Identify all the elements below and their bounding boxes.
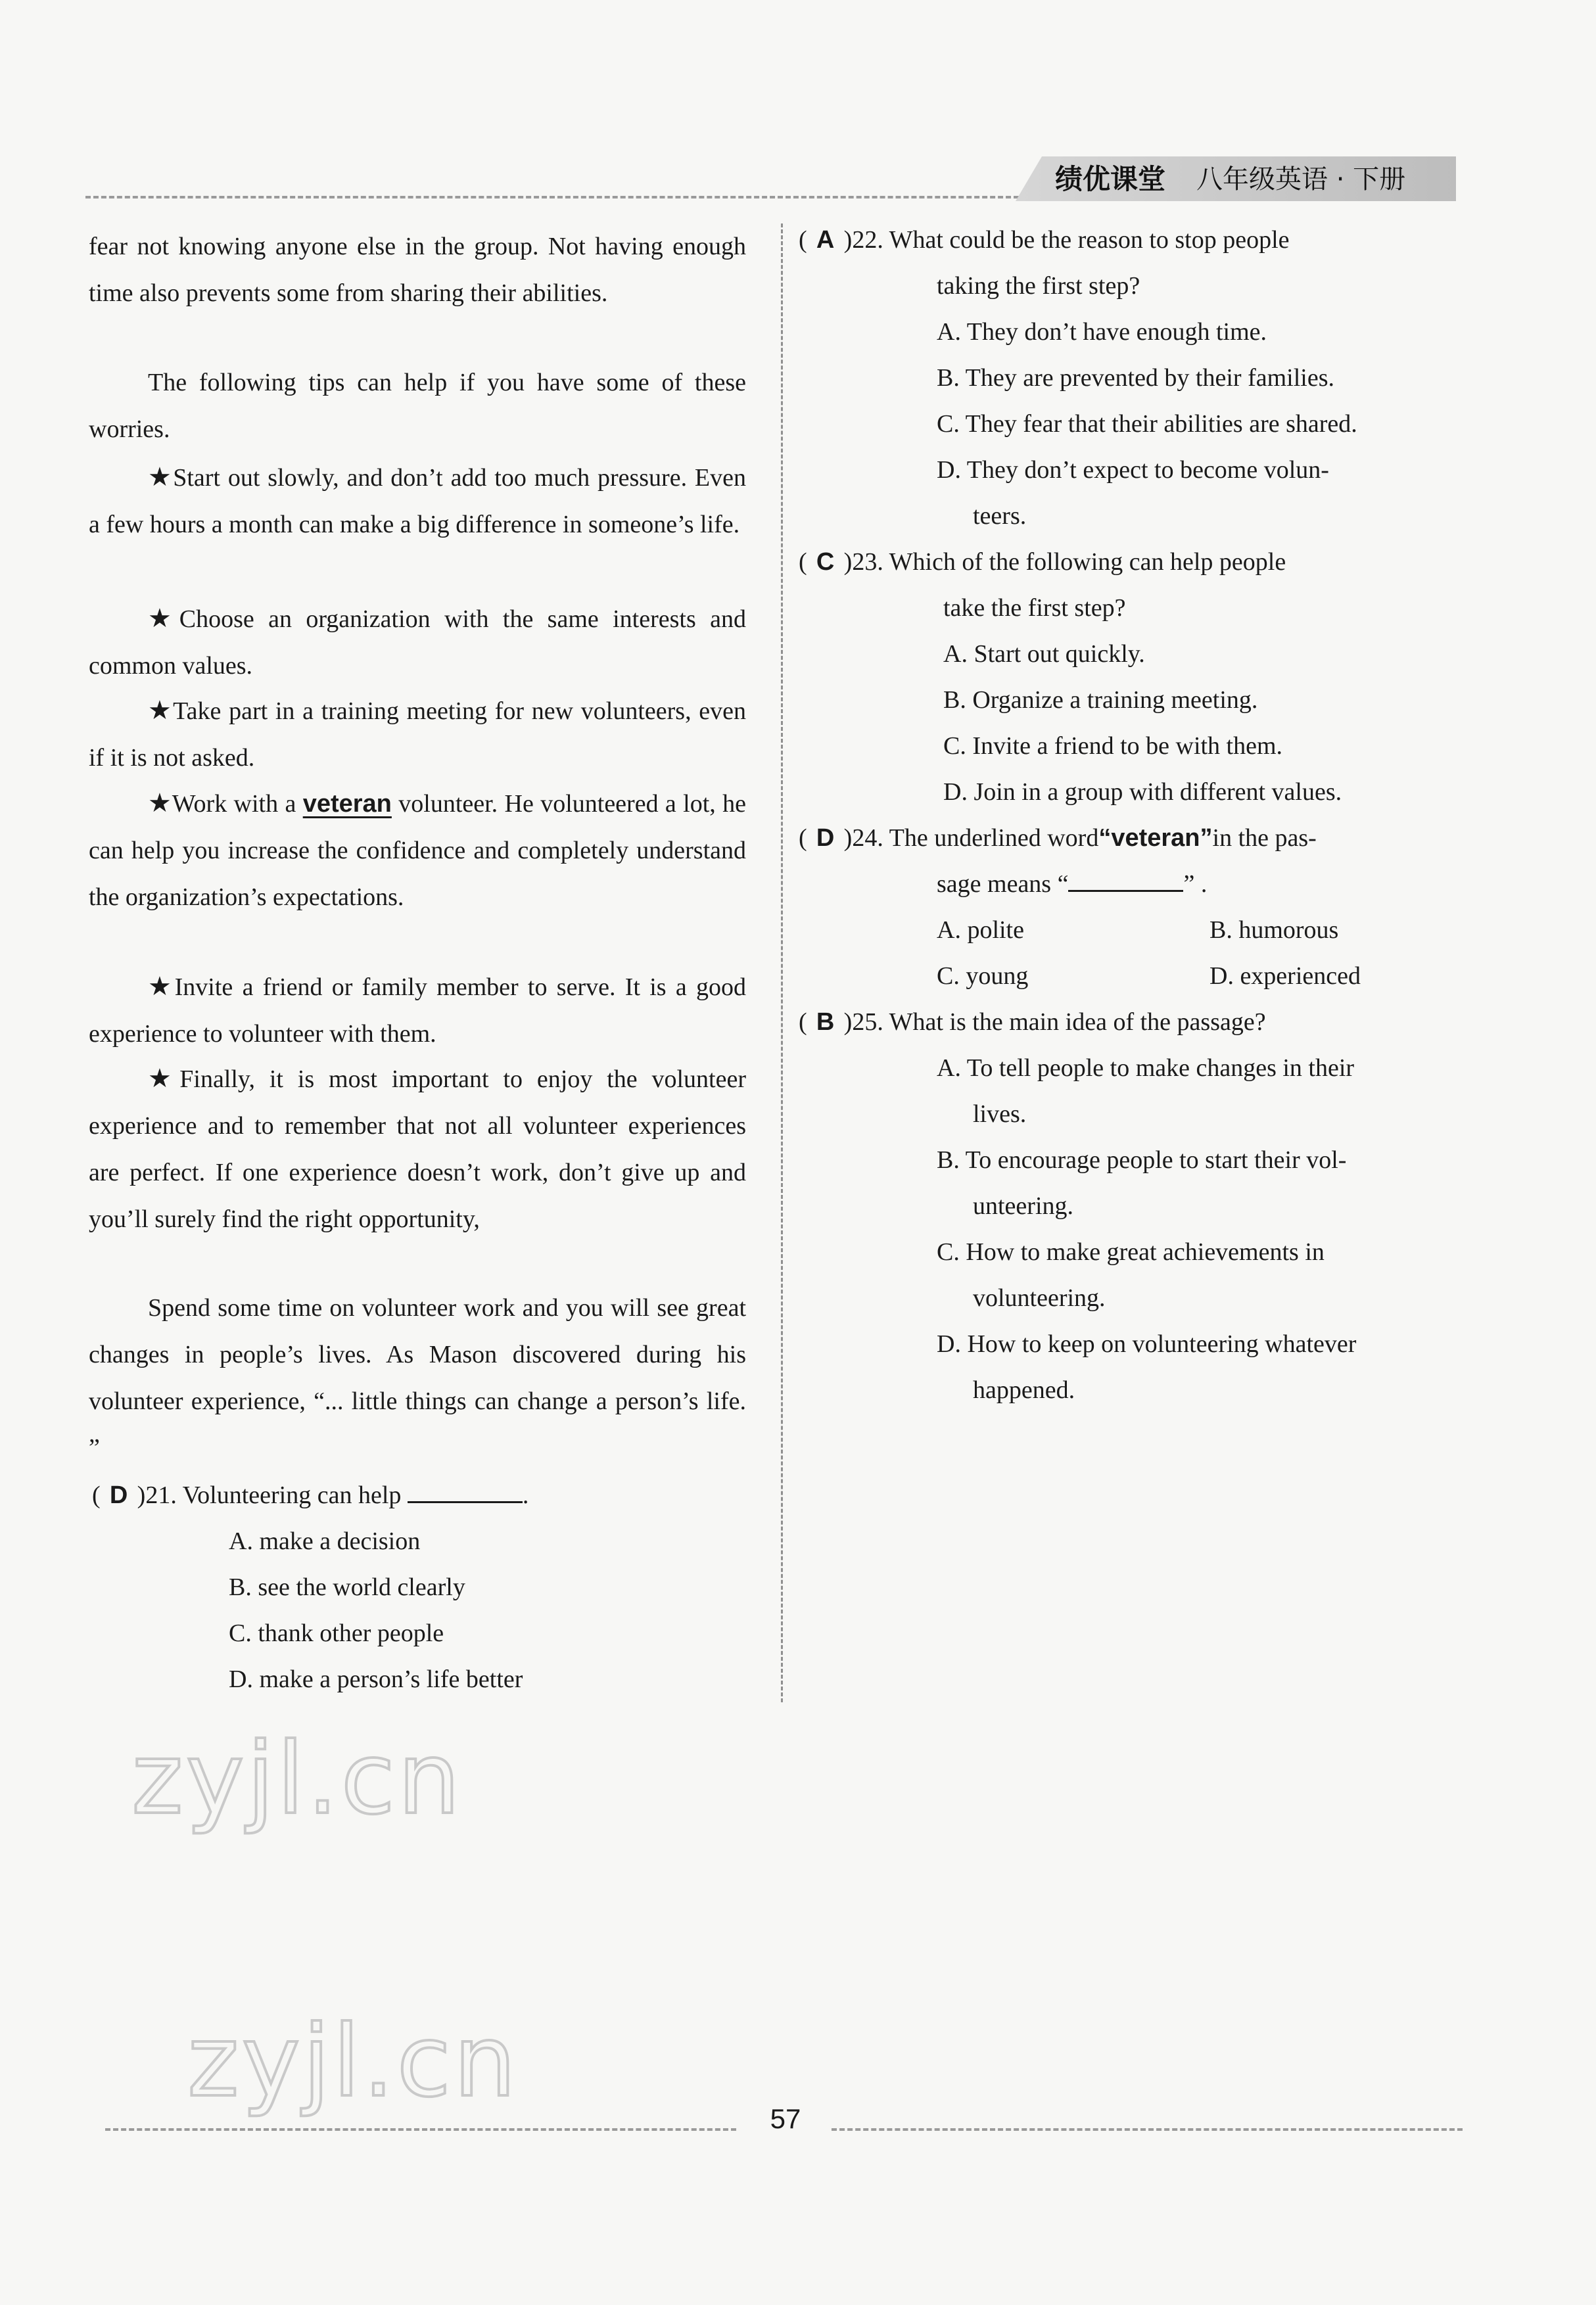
- option-22-c: C. They fear that their abilities are shared.: [937, 410, 1357, 438]
- footer-rule-left: [105, 2128, 736, 2131]
- option-25-b-cont: unteering.: [973, 1192, 1074, 1220]
- tip-4: ★Work with a veteran volunteer. He volunteered a lot, he can help you increase the confidence and completely understand the organization’s expectations.: [89, 788, 746, 911]
- passage-paragraph-3: Spend some time on volunteer work and you will see great changes in people’s lives. As Mason discovered during his volunteer experience, “... little things can change a person’s life. ”: [89, 1294, 746, 1462]
- question-22-stem-cont: taking the first step?: [937, 272, 1140, 300]
- question-23: ( C )23. Which of the following can help people: [799, 539, 1286, 586]
- answer-blank: [1068, 868, 1183, 892]
- star-icon: ★: [148, 788, 172, 818]
- option-25-a-cont: lives.: [973, 1100, 1027, 1128]
- option-21-a: A. make a decision: [229, 1527, 421, 1555]
- option-25-b: B. To encourage people to start their vol-: [937, 1146, 1347, 1174]
- underlined-word: veteran: [302, 790, 392, 818]
- option-25-c-cont: volunteering.: [973, 1284, 1106, 1312]
- option-24-b: B. humorous: [1209, 916, 1339, 944]
- option-22-d-cont: teers.: [973, 502, 1027, 530]
- question-22: ( A )22. What could be the reason to stop people: [799, 217, 1290, 264]
- tip-2: ★Choose an organization with the same interests and common values.: [89, 603, 746, 680]
- option-22-d: D. They don’t expect to become volun-: [937, 456, 1329, 484]
- star-icon: ★: [148, 603, 179, 633]
- option-22-a: A. They don’t have enough time.: [937, 318, 1267, 346]
- option-25-c: C. How to make great achievements in: [937, 1238, 1325, 1266]
- option-23-c: C. Invite a friend to be with them.: [943, 732, 1283, 760]
- question-23-stem-cont: take the first step?: [943, 594, 1126, 622]
- header-rule: [85, 196, 1019, 198]
- tip-5: ★Invite a friend or family member to serve. It is a good experience to volunteer with them.: [89, 971, 747, 1048]
- watermark: zyjl.cn: [187, 2005, 519, 2119]
- answer-blank: [408, 1479, 523, 1503]
- question-24-stem-cont: sage means “ ” .: [937, 861, 1207, 908]
- quoted-word: “veteran”: [1098, 824, 1213, 852]
- question-25: ( B )25. What is the main idea of the passage?: [799, 999, 1266, 1046]
- question-24: ( D )24. The underlined word“veteran”in the pas-: [799, 815, 1317, 862]
- star-icon: ★: [148, 462, 174, 492]
- option-21-b: B. see the world clearly: [229, 1573, 465, 1601]
- option-22-b: B. They are prevented by their families.: [937, 364, 1334, 392]
- answer-24: D: [816, 824, 835, 852]
- tip-6: ★Finally, it is most important to enjoy the volunteer experience and to remember that not all volunteer experiences are perfect. If one experience doesn’t work, don’t give up and you’ll surely find the right opportunity,: [89, 1063, 747, 1233]
- question-21: ( D )21. Volunteering can help .: [92, 1472, 528, 1519]
- option-23-a: A. Start out quickly.: [943, 640, 1145, 668]
- footer-rule-right: [832, 2128, 1463, 2131]
- passage-paragraph-1: fear not knowing anyone else in the group. Not having enough time also prevents some from sharing their abilities.: [89, 233, 746, 307]
- column-divider: [781, 223, 783, 1702]
- watermark: zyjl.cn: [131, 1722, 463, 1836]
- answer-22: A: [816, 226, 835, 254]
- option-23-d: D. Join in a group with different values.: [943, 778, 1342, 806]
- option-24-c: C. young: [937, 962, 1029, 990]
- star-icon: ★: [148, 971, 175, 1001]
- option-25-d-cont: happened.: [973, 1376, 1075, 1404]
- header-subtitle: 八年级英语 · 下册: [1196, 164, 1406, 195]
- option-24-d: D. experienced: [1209, 962, 1361, 990]
- star-icon: ★: [148, 1063, 180, 1093]
- passage-paragraph-2: The following tips can help if you have some of these worries.: [89, 369, 746, 443]
- option-21-d: D. make a person’s life better: [229, 1665, 523, 1693]
- option-23-b: B. Organize a training meeting.: [943, 686, 1258, 714]
- tip-1: ★Start out slowly, and don’t add too much pressure. Even a few hours a month can make a big difference in someone’s life.: [89, 462, 747, 538]
- answer-23: C: [816, 548, 835, 576]
- page-number: 57: [770, 2103, 801, 2134]
- option-24-a: A. polite: [937, 916, 1024, 944]
- answer-25: B: [816, 1008, 835, 1036]
- tip-3: ★Take part in a training meeting for new volunteers, even if it is not asked.: [89, 695, 747, 772]
- option-25-a: A. To tell people to make changes in their: [937, 1054, 1355, 1082]
- header-brand: 绩优课堂: [1055, 163, 1166, 195]
- option-21-c: C. thank other people: [229, 1619, 444, 1647]
- star-icon: ★: [148, 695, 174, 725]
- answer-21: D: [109, 1481, 128, 1509]
- option-25-d: D. How to keep on volunteering whatever: [937, 1330, 1357, 1358]
